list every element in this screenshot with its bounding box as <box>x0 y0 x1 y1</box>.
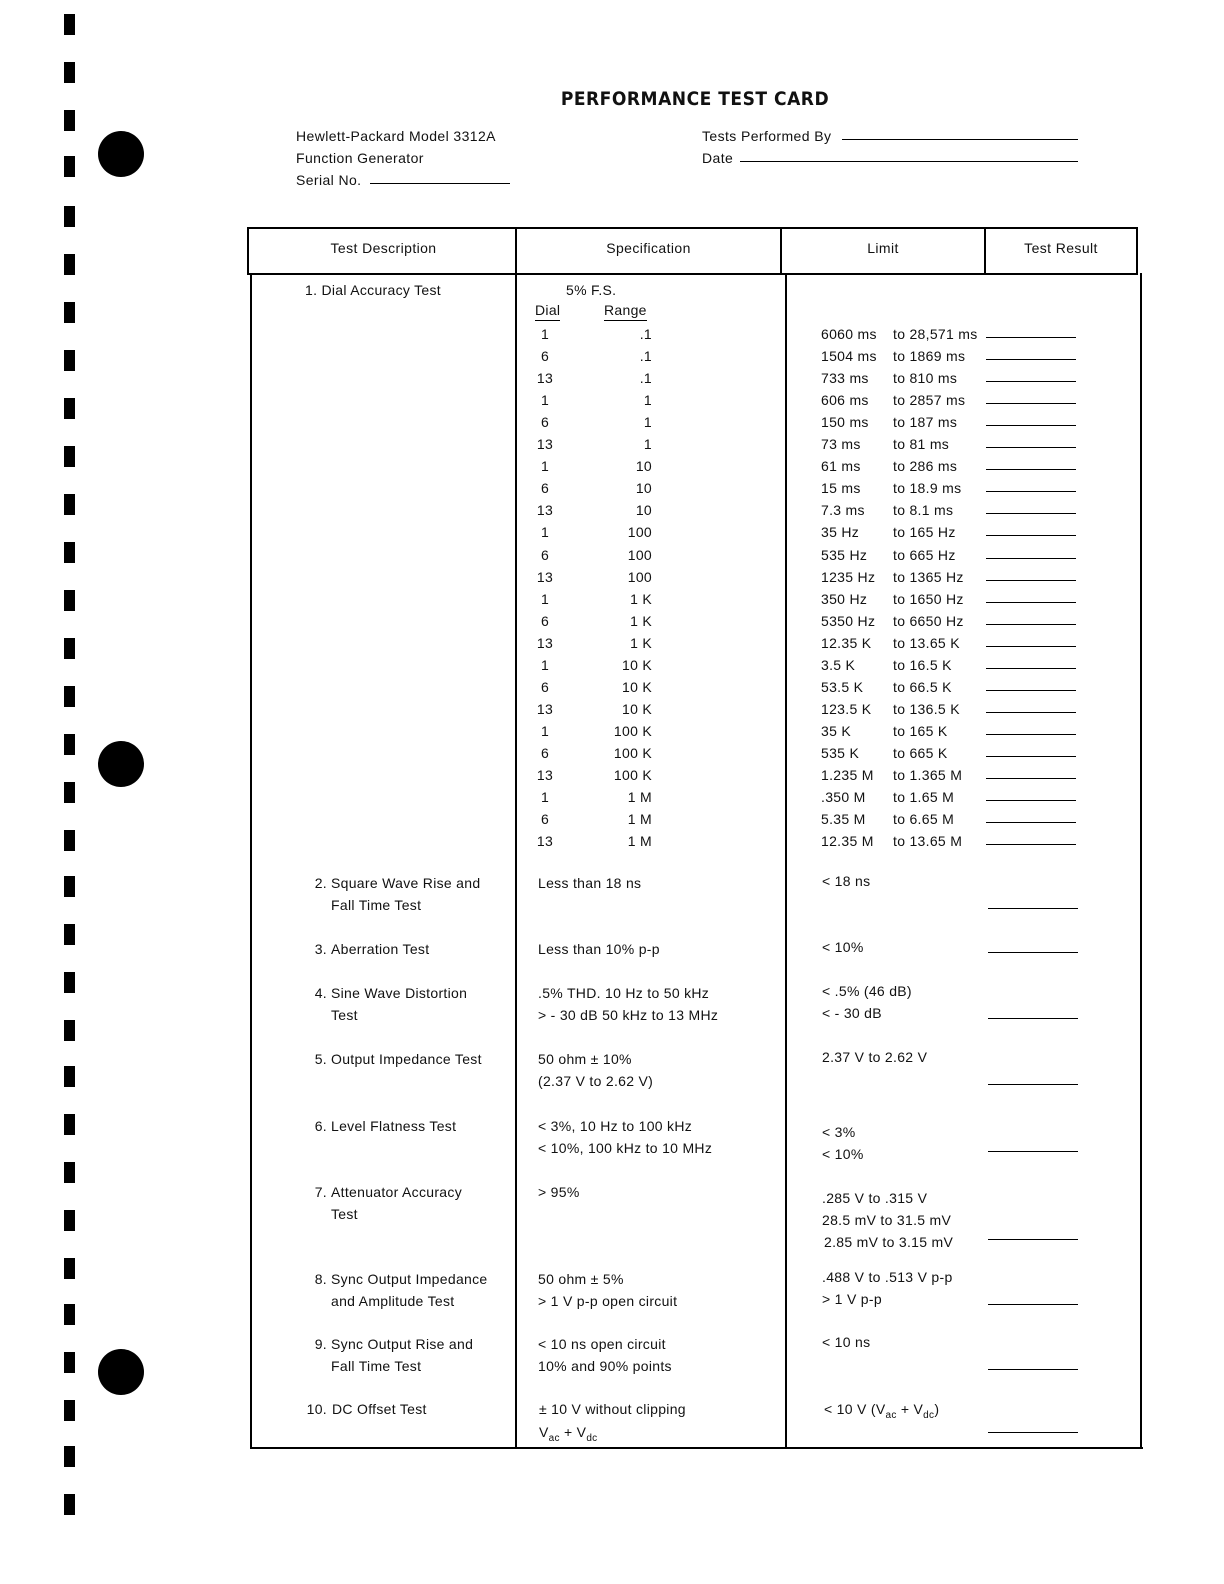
range-value: 10 <box>635 458 652 475</box>
binder-mark <box>64 638 75 659</box>
test-spec: > 1 V p-p open circuit <box>538 1293 678 1309</box>
limit-low: 35 K <box>821 722 851 739</box>
result-entry-line[interactable] <box>988 952 1078 953</box>
limit-high: to 8.1 ms <box>893 502 954 519</box>
test-number: 3. <box>314 941 327 957</box>
result-entry-line[interactable] <box>986 359 1076 360</box>
dial-value: 1 <box>540 458 550 475</box>
result-entry-line[interactable] <box>988 1369 1078 1370</box>
test-10-limit: < 10 V $(V_{ac} + V_{dc})$ <box>824 1401 940 1421</box>
test-name: Fall Time Test <box>331 1358 422 1374</box>
binder-mark <box>64 350 75 371</box>
dial-value: 1 <box>540 524 550 541</box>
range-value: 10 K <box>622 678 652 695</box>
range-subheader: Range <box>604 301 647 321</box>
header-divider <box>247 273 1138 275</box>
test-spec: > - 30 dB 50 kHz to 13 MHz <box>538 1007 719 1023</box>
result-entry-line[interactable] <box>986 513 1076 514</box>
test-spec: (2.37 V to 2.62 V) <box>538 1073 654 1089</box>
limit-high: to 1.65 M <box>893 789 955 806</box>
result-entry-line[interactable] <box>988 1239 1078 1240</box>
limit-high: to 286 ms <box>893 458 958 475</box>
dial-value: 1 <box>540 590 550 607</box>
limit-high: to 66.5 K <box>893 678 952 695</box>
binder-mark <box>64 686 75 707</box>
dial-value: 6 <box>540 546 550 563</box>
range-value: 100 <box>627 524 652 541</box>
test-limit: .285 V to .315 V <box>822 1190 928 1206</box>
result-entry-line[interactable] <box>986 447 1076 448</box>
binder-mark <box>64 1400 75 1421</box>
limit-low: 5.35 M <box>821 811 866 828</box>
dial-value: 1 <box>540 392 550 409</box>
limit-high: to 13.65 M <box>893 833 963 850</box>
result-entry-line[interactable] <box>986 778 1076 779</box>
result-entry-line[interactable] <box>986 800 1076 801</box>
test-limit: < 10 ns <box>822 1334 871 1350</box>
binder-mark <box>64 924 75 945</box>
binder-mark <box>64 590 75 611</box>
result-entry-line[interactable] <box>986 469 1076 470</box>
limit-high: to 136.5 K <box>893 700 960 717</box>
dial-value: 6 <box>540 744 550 761</box>
column-header-result: Test Result <box>1024 240 1098 256</box>
limit-low: 15 ms <box>821 480 861 497</box>
range-value: 1 <box>643 414 652 431</box>
range-value: 10 <box>635 480 652 497</box>
range-value: 100 K <box>613 722 652 739</box>
binder-mark <box>64 1494 75 1515</box>
column-divider <box>785 273 787 1449</box>
range-value: 1 <box>643 392 652 409</box>
table-top-border <box>247 227 1138 229</box>
result-entry-line[interactable] <box>986 381 1076 382</box>
test-spec: 50 ohm ± 5% <box>538 1271 624 1287</box>
test-spec: > 95% <box>538 1184 580 1200</box>
limit-low: 350 Hz <box>821 590 868 607</box>
limit-high: to 81 ms <box>893 436 950 453</box>
test-name: Test <box>331 1206 358 1222</box>
range-value: 10 K <box>622 656 652 673</box>
dial-value: 13 <box>536 700 554 717</box>
range-value: 10 K <box>622 700 652 717</box>
binder-mark <box>64 1304 75 1325</box>
test-10-spec-1: ± 10 V without clipping <box>539 1401 686 1417</box>
dial-value: 13 <box>536 436 554 453</box>
test-name: Output Impedance Test <box>331 1051 482 1067</box>
dial-subheader: Dial <box>535 301 560 321</box>
limit-low: 535 K <box>821 744 860 761</box>
binder-mark <box>64 254 75 275</box>
test-spec: < 10%, 100 kHz to 10 MHz <box>538 1140 713 1156</box>
model-label: Hewlett-Packard Model 3312A <box>296 128 496 144</box>
result-entry-line[interactable] <box>986 535 1076 536</box>
test-name: Sync Output Impedance <box>331 1271 488 1287</box>
result-entry-line[interactable] <box>986 668 1076 669</box>
result-entry-line[interactable] <box>986 337 1076 338</box>
limit-low: 1504 ms <box>821 348 877 365</box>
test-limit: .488 V to .513 V p-p <box>822 1269 953 1285</box>
dial-value: 13 <box>536 767 554 783</box>
limit-low: 12.35 K <box>821 634 872 651</box>
limit-high: to 187 ms <box>893 414 958 431</box>
column-header-specification: Specification <box>606 240 691 256</box>
binder-mark <box>64 876 75 897</box>
test-name: Test <box>331 1007 358 1023</box>
date-label: Date <box>702 150 734 166</box>
range-value: 1 K <box>630 612 652 629</box>
limit-high: to 665 K <box>893 744 948 761</box>
result-entry-line[interactable] <box>988 1151 1078 1152</box>
binder-mark <box>64 206 75 227</box>
limit-low: 535 Hz <box>821 546 868 563</box>
result-entry-line[interactable] <box>986 558 1076 559</box>
dial-value: 6 <box>540 678 550 695</box>
limit-high: to 1365 Hz <box>893 568 964 585</box>
test-limit: < .5% (46 dB) <box>822 983 912 999</box>
performed-by-input-line[interactable] <box>842 139 1078 140</box>
binder-mark <box>64 1210 75 1231</box>
test-name: Level Flatness Test <box>331 1118 457 1134</box>
binder-mark <box>64 302 75 323</box>
limit-low: 53.5 K <box>821 678 864 695</box>
range-value: 1 M <box>627 811 652 828</box>
test-name: and Amplitude Test <box>331 1293 455 1309</box>
result-entry-line[interactable] <box>988 1018 1078 1019</box>
serial-input-line[interactable] <box>370 183 510 184</box>
test-name: Sine Wave Distortion <box>331 985 468 1001</box>
dial-value: 13 <box>536 502 554 519</box>
range-value: 1 K <box>630 590 652 607</box>
column-divider <box>515 227 517 1449</box>
limit-high: to 6650 Hz <box>893 612 964 629</box>
binder-mark <box>64 1446 75 1467</box>
test-10-number: 10. <box>306 1401 327 1417</box>
result-entry-line[interactable] <box>988 1432 1078 1433</box>
range-value: .1 <box>639 370 652 387</box>
test-limit: 28.5 mV to 31.5 mV <box>822 1212 952 1228</box>
dial-value: 13 <box>536 833 554 850</box>
limit-low: 5350 Hz <box>821 612 876 629</box>
binder-mark <box>64 398 75 419</box>
test-1-spec: 5% F.S. <box>566 282 617 298</box>
binder-mark <box>64 734 75 755</box>
dial-value: 6 <box>540 414 550 431</box>
test-limit: < 3% <box>822 1124 856 1140</box>
limit-low: 35 Hz <box>821 524 860 541</box>
result-entry-line[interactable] <box>986 580 1076 581</box>
limit-low: 123.5 K <box>821 700 872 717</box>
limit-low: 3.5 K <box>821 656 856 673</box>
binder-mark <box>64 1352 75 1373</box>
page-title: PERFORMANCE TEST CARD <box>560 88 830 110</box>
result-entry-line[interactable] <box>986 712 1076 713</box>
range-value: 1 <box>643 436 652 453</box>
limit-high: to 1869 ms <box>893 348 966 365</box>
limit-high: to 13.65 K <box>893 634 960 651</box>
test-spec: Less than 18 ns <box>538 875 642 891</box>
binder-mark <box>64 542 75 563</box>
test-spec: .5% THD. 10 Hz to 50 kHz <box>538 985 710 1001</box>
test-spec: 50 ohm ± 10% <box>538 1051 632 1067</box>
dial-value: 13 <box>536 568 554 585</box>
limit-low: 1.235 M <box>821 767 874 783</box>
range-value: 100 K <box>613 744 652 761</box>
limit-low: .350 M <box>821 789 866 806</box>
dial-value: 1 <box>540 722 550 739</box>
result-entry-line[interactable] <box>986 756 1076 757</box>
result-entry-line[interactable] <box>986 624 1076 625</box>
binder-mark <box>64 494 75 515</box>
range-value: 1 M <box>627 833 652 850</box>
limit-low: 61 ms <box>821 458 861 475</box>
test-number: 9. <box>314 1336 327 1352</box>
table-bottom-border <box>250 1447 1143 1449</box>
limit-high: to 6.65 M <box>893 811 955 828</box>
binder-mark <box>64 1020 75 1041</box>
test-limit: < - 30 dB <box>822 1005 882 1021</box>
table-right-border <box>1140 273 1142 1449</box>
binder-mark <box>64 110 75 131</box>
range-value: 100 K <box>613 767 652 783</box>
test-name: Fall Time Test <box>331 897 422 913</box>
test-limit: < 18 ns <box>822 873 871 889</box>
result-entry-line[interactable] <box>988 1084 1078 1085</box>
limit-high: to 665 Hz <box>893 546 956 563</box>
test-name: Square Wave Rise and <box>331 875 481 891</box>
dial-value: 13 <box>536 634 554 651</box>
binder-mark <box>64 1258 75 1279</box>
table-left-border <box>250 273 252 1449</box>
test-spec: < 10 ns open circuit <box>538 1336 666 1352</box>
limit-high: to 810 ms <box>893 370 958 387</box>
limit-high: to 165 Hz <box>893 524 956 541</box>
serial-label: Serial No. <box>296 172 362 188</box>
binder-hole <box>98 1349 144 1395</box>
range-value: 10 <box>635 502 652 519</box>
limit-low: 150 ms <box>821 414 869 431</box>
limit-high: to 18.9 ms <box>893 480 962 497</box>
binder-mark <box>64 1114 75 1135</box>
test-number: 2. <box>314 875 327 891</box>
binder-mark <box>64 446 75 467</box>
limit-high: to 1.365 M <box>893 767 963 783</box>
limit-low: 1235 Hz <box>821 568 876 585</box>
date-input-line[interactable] <box>740 161 1078 162</box>
test-name: Attenuator Accuracy <box>331 1184 462 1200</box>
test-number: 4. <box>314 985 327 1001</box>
range-value: 1 M <box>627 789 652 806</box>
binder-hole <box>98 741 144 787</box>
binder-mark <box>64 156 75 177</box>
binder-mark <box>64 972 75 993</box>
dial-value: 1 <box>540 656 550 673</box>
limit-high: to 165 K <box>893 722 948 739</box>
binder-mark <box>64 62 75 83</box>
limit-low: 733 ms <box>821 370 869 387</box>
test-limit: < 10% <box>822 939 864 955</box>
test-name: Sync Output Rise and <box>331 1336 474 1352</box>
instrument-label: Function Generator <box>296 150 424 166</box>
limit-high: to 16.5 K <box>893 656 952 673</box>
limit-low: 7.3 ms <box>821 502 865 519</box>
limit-low: 73 ms <box>821 436 861 453</box>
result-entry-line[interactable] <box>986 425 1076 426</box>
dial-value: 13 <box>536 370 554 387</box>
dial-value: 1 <box>540 789 550 806</box>
test-10-spec-2: $V_{ac} + V_{dc}$ <box>539 1424 598 1444</box>
column-header-limit: Limit <box>867 240 899 256</box>
binder-mark <box>64 782 75 803</box>
dial-value: 1 <box>540 326 550 342</box>
limit-high: to 1650 Hz <box>893 590 964 607</box>
result-entry-line[interactable] <box>988 908 1078 909</box>
dial-value: 6 <box>540 612 550 629</box>
range-value: .1 <box>639 326 652 342</box>
limit-high: to 2857 ms <box>893 392 966 409</box>
test-limit: > 1 V p-p <box>822 1291 882 1307</box>
result-entry-line[interactable] <box>986 403 1076 404</box>
range-value: 100 <box>627 568 652 585</box>
test-limit: < 10% <box>822 1146 864 1162</box>
binder-mark <box>64 830 75 851</box>
test-spec: 10% and 90% points <box>538 1358 672 1374</box>
test-limit: 2.85 mV to 3.15 mV <box>824 1234 954 1250</box>
result-entry-line[interactable] <box>986 602 1076 603</box>
binder-mark <box>64 1162 75 1183</box>
test-number: 6. <box>314 1118 327 1134</box>
table-left-border <box>247 227 249 275</box>
result-entry-line[interactable] <box>986 690 1076 691</box>
test-name: Aberration Test <box>331 941 430 957</box>
test-number: 7. <box>314 1184 327 1200</box>
dial-value: 6 <box>540 348 550 365</box>
result-entry-line[interactable] <box>986 822 1076 823</box>
test-10-name: DC Offset Test <box>332 1401 427 1417</box>
binder-mark <box>64 1066 75 1087</box>
dial-value: 6 <box>540 811 550 828</box>
limit-low: 606 ms <box>821 392 869 409</box>
result-entry-line[interactable] <box>988 1304 1078 1305</box>
result-entry-line[interactable] <box>986 491 1076 492</box>
result-entry-line[interactable] <box>986 844 1076 845</box>
range-value: 1 K <box>630 634 652 651</box>
limit-low: 12.35 M <box>821 833 874 850</box>
performed-by-label: Tests Performed By <box>702 128 832 144</box>
test-spec: < 3%, 10 Hz to 100 kHz <box>538 1118 693 1134</box>
range-value: 100 <box>627 546 652 563</box>
dial-value: 6 <box>540 480 550 497</box>
binder-mark <box>64 14 75 35</box>
limit-high: to 28,571 ms <box>893 326 978 342</box>
test-number: 8. <box>314 1271 327 1287</box>
binder-hole <box>98 131 144 177</box>
test-number: 5. <box>314 1051 327 1067</box>
test-spec: Less than 10% p-p <box>538 941 660 957</box>
range-value: .1 <box>639 348 652 365</box>
result-entry-line[interactable] <box>986 646 1076 647</box>
table-right-border <box>1136 227 1138 275</box>
column-header-description: Test Description <box>330 240 437 256</box>
result-entry-line[interactable] <box>986 734 1076 735</box>
test-limit: 2.37 V to 2.62 V <box>822 1049 928 1065</box>
limit-low: 6060 ms <box>821 326 877 342</box>
test-1-name: 1. Dial Accuracy Test <box>305 282 441 298</box>
